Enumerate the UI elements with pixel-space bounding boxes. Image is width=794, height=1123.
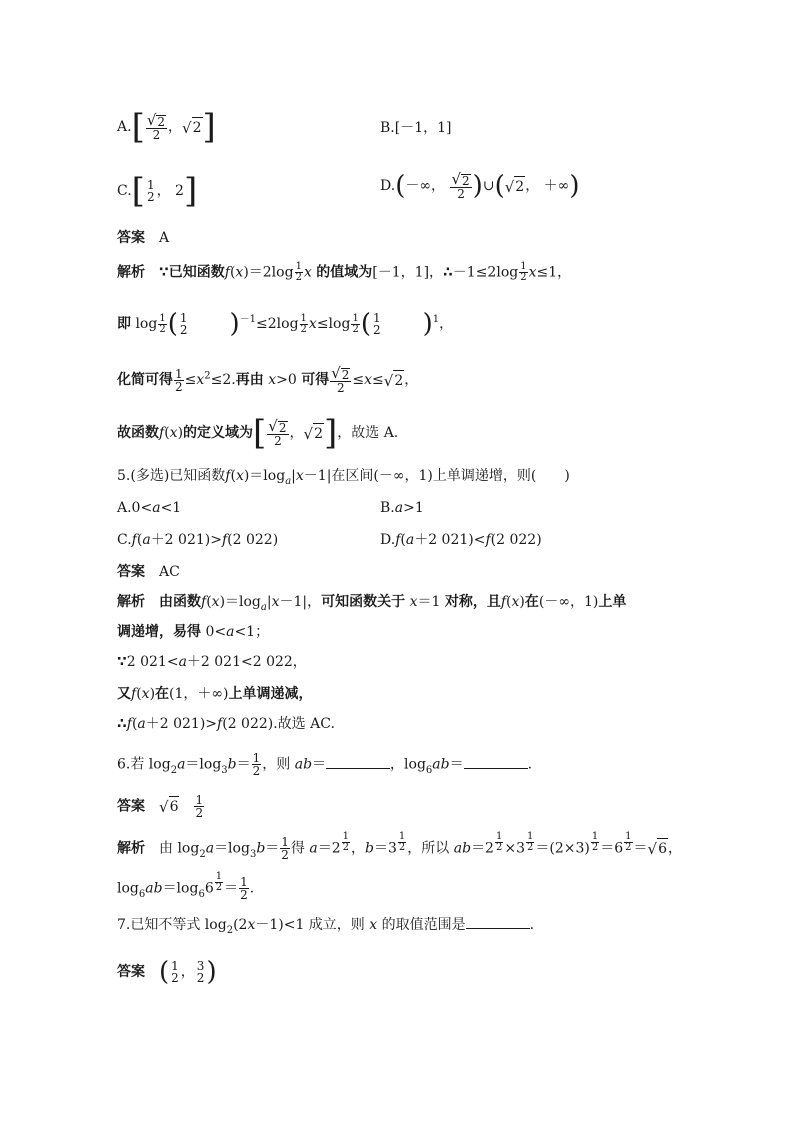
answer-label: 答案 — [117, 564, 145, 580]
q6-answer-2: $\frac{1}{2}$ — [195, 793, 204, 820]
q4-answer-value: A — [159, 230, 170, 246]
q4-option-b: B.[－1，1] — [380, 120, 452, 136]
q5-option-b: B.a>1 — [380, 500, 424, 516]
q6-analysis-line-2: $\log_6ab=\log_66$ $\frac{1}{2}$ ＝ $\frac{1}{2}$ . — [117, 871, 255, 902]
q5-analysis-line-2: 调递增，易得 0<a<1； — [117, 624, 270, 640]
q5-stem: 5.(多选)已知函数$f(x)=\log_a|x-1|$在区间(－∞，1)上单调递增，则( ) — [117, 468, 570, 487]
answer-label: 答案 — [117, 230, 145, 246]
q5-answer-value: AC — [159, 564, 180, 580]
q5-option-d: D.f(a＋2 021)<f(2 022) — [380, 532, 542, 548]
q5-analysis-line-4: 又f(x)在(1，＋∞)上单调递减， — [117, 686, 313, 702]
q4-analysis-line-4: 故函数f(x)的定义域为[ √ 2 2 ， √ 2 ]，故选 A. — [117, 413, 399, 453]
answer-label: 答案 — [117, 964, 145, 980]
q5-option-a: A.0<a<1 — [117, 500, 182, 516]
q6-answer-1: √ 6 — [159, 798, 179, 816]
q7-answer-value: ( 1 2 ， 3 2 ) — [159, 957, 217, 987]
q6-blank-2[interactable] — [464, 754, 528, 769]
q4-analysis-line-2: 即 log $\frac{1}{2}$ ( 1 2 )$^{-1}$≤2log $\frac{1}{2}$ x≤log $\frac{1}{2}$ ( 1 2 )$^1$， — [117, 309, 454, 339]
q4-analysis-line-3: 化简可得 $\frac{1}{2}$ $\le x^2\le 2$.再由 x>0 可得 √ 2 2 ≤x≤ √ 2 ， — [117, 364, 419, 395]
q6-answer — [117, 794, 205, 819]
analysis-label: 解析 — [117, 840, 145, 857]
q7-blank[interactable] — [466, 914, 530, 929]
analysis-label: 解析 — [117, 594, 145, 610]
q4-answer — [117, 228, 169, 248]
q6-blank-1[interactable] — [326, 754, 390, 769]
q5-analysis-line-1: 解析 由函数$f(x)=\log_a|x-1|$，可知函数关于 x＝1 对称，且f(x)在(－∞，1)上单 — [117, 594, 627, 613]
q5-answer — [117, 562, 180, 582]
q6-analysis-line-1: 解析 由 $\log_2a=\log_3b=$ $\frac{1}{2}$ 得 a＝2 $\frac{1}{2}$ ，b＝3 $\frac{1}{2}$ ，所以 ab＝2 $\frac{1}{2}$ ×3 $\frac{1}{2}$ ＝(2×3) $\frac{1}{2}$ ＝6 $\frac{1}{2}$ ＝ √ 6 ， — [117, 831, 682, 862]
q7-stem: 7.已知不等式 $\log_2(2x-1)<1$ 成立，则 x 的取值范围是 . — [117, 914, 534, 937]
answer-label: 答案 — [117, 798, 145, 815]
q5-option-c: C.f(a＋2 021)>f(2 022) — [117, 532, 279, 548]
q4-option-a: A.[ √ 2 2 ， √ 2 ] — [117, 107, 216, 147]
q6-stem: 6.若 $\log_2a=\log_3b=$ $\frac{1}{2}$ ，则 ab＝ ，$\log_6ab=$ . — [117, 751, 533, 778]
q4-option-c: C.[ 1 2 ， 2] — [117, 171, 198, 211]
analysis-label: 解析 — [117, 264, 145, 281]
q4-option-d: D.(－∞， √ 2 2 )∪( √ 2 ， ＋∞) — [380, 170, 580, 201]
q7-answer — [117, 957, 217, 987]
q5-analysis-line-5: ∴f(a＋2 021)>f(2 022).故选 AC. — [117, 716, 335, 732]
q4-analysis-line-1: 解析 ∵已知函数f(x)＝2log $\frac{1}{2}$ x 的值域为[－1，1]，∴－1≤2log $\frac{1}{2}$ x≤1， — [117, 261, 572, 283]
q5-analysis-line-3: ∵2 021<a＋2 021<2 022， — [117, 654, 307, 670]
